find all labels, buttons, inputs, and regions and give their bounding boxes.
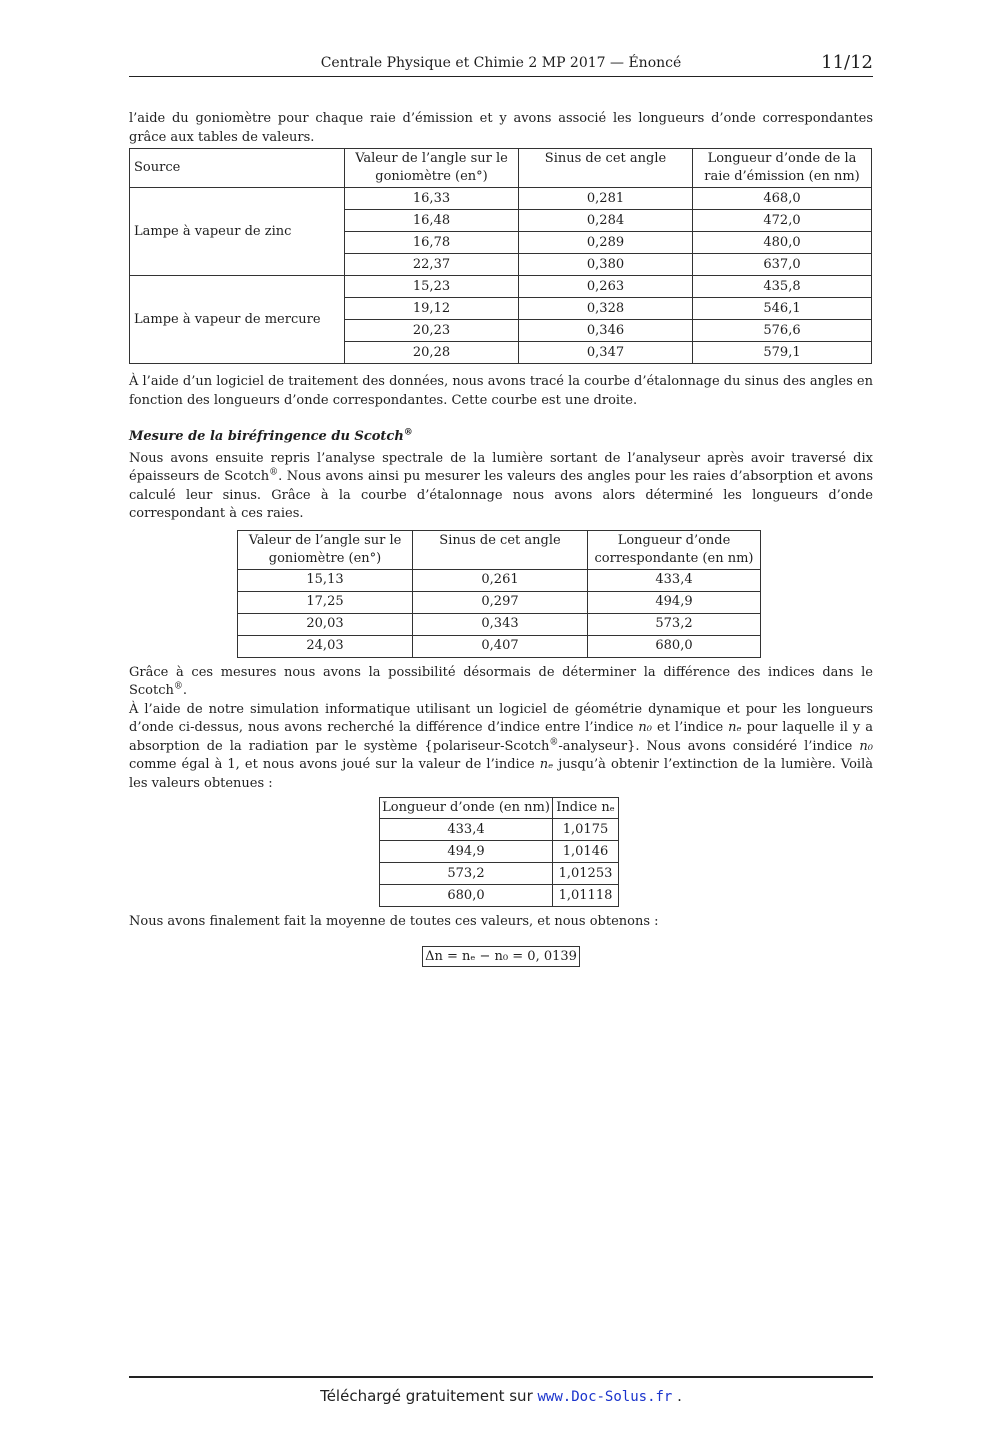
table-cell: 0,297 bbox=[413, 591, 588, 613]
page-header bbox=[129, 52, 873, 77]
table-cell: 1,0175 bbox=[553, 819, 619, 841]
table-cell: 0,289 bbox=[519, 232, 693, 254]
measurement-paragraph: Nous avons ensuite repris l’analyse spectrale de la lumière sortant de l’analyseur après avoir traversé dix épaisseurs de Scotch®. Nous avons ainsi pu mesurer les valeurs des angles pour les raies d’absorption et avons calculé leur sinus. Grâce à la courbe d’étalonnage nous avons alors déterminé les longueurs d’onde correspondant à ces raies. bbox=[129, 450, 874, 521]
source-cell: Lampe à vapeur de mercure bbox=[130, 276, 345, 364]
table-cell: 576,6 bbox=[693, 320, 872, 342]
table-cell: 433,4 bbox=[380, 819, 553, 841]
table-cell: 0,284 bbox=[519, 210, 693, 232]
table-cell: 472,0 bbox=[693, 210, 872, 232]
table-cell: 546,1 bbox=[693, 298, 872, 320]
table-cell: 480,0 bbox=[693, 232, 872, 254]
table-cell: 0,281 bbox=[519, 188, 693, 210]
table-cell: 0,328 bbox=[519, 298, 693, 320]
table-row bbox=[380, 819, 619, 841]
table-cell: 20,03 bbox=[238, 613, 413, 635]
column-header: Longueur d’onde correspondante (en nm) bbox=[588, 530, 761, 569]
table-cell: 0,380 bbox=[519, 254, 693, 276]
table-cell: 1,01253 bbox=[553, 863, 619, 885]
table-row bbox=[238, 591, 761, 613]
table-cell: 579,1 bbox=[693, 342, 872, 364]
table-cell: 17,25 bbox=[238, 591, 413, 613]
column-header: Indice nₑ bbox=[553, 798, 619, 819]
table-cell: 20,23 bbox=[345, 320, 519, 342]
table-cell: 0,263 bbox=[519, 276, 693, 298]
column-header: Longueur d’onde (en nm) bbox=[380, 798, 553, 819]
column-header: Source bbox=[130, 149, 345, 188]
table-cell: 16,48 bbox=[345, 210, 519, 232]
table-row bbox=[380, 841, 619, 863]
table-cell: 468,0 bbox=[693, 188, 872, 210]
table-row bbox=[238, 613, 761, 635]
section-heading: Mesure de la biréfringence du Scotch® bbox=[129, 427, 413, 444]
calibration-paragraph: À l’aide d’un logiciel de traitement des données, nous avons tracé la courbe d’étalonnage du sinus des angles en fonction des longueurs d’onde correspondantes. Cette courbe est une droite. bbox=[129, 374, 873, 408]
table-cell: 16,78 bbox=[345, 232, 519, 254]
result-equation: Δn = nₑ − n₀ = 0, 0139 bbox=[422, 946, 580, 967]
table-row bbox=[380, 863, 619, 885]
table-row bbox=[380, 885, 619, 907]
table-cell: 573,2 bbox=[380, 863, 553, 885]
footer: Téléchargé gratuitement sur www.Doc-Solus.fr . bbox=[320, 1387, 682, 1405]
simulation-paragraph: Grâce à ces mesures nous avons la possibilité désormais de déterminer la différence des indices dans le Scotch®. À l’aide de notre simulation informatique utilisant un logiciel de géométrie dynamique et pour les longueurs d’onde ci-dessus, nous avons recherché la différence d’indice entre l’indice n₀ et l’indice nₑ pour laquelle il y a absorption de la radiation par le système {polariseur-Scotch®-analyseur}. Nous avons considéré l’indice n₀ comme égal à 1, et nous avons joué sur la valeur de l’indice nₑ jusqu’à obtenir l’extinction de la lumière. Voilà les valeurs obtenues : bbox=[129, 664, 873, 791]
table-header-row bbox=[130, 149, 872, 188]
source-cell: Lampe à vapeur de zinc bbox=[130, 188, 345, 276]
equation-block bbox=[129, 946, 873, 967]
table-row bbox=[130, 188, 872, 210]
table-row bbox=[130, 276, 872, 298]
final-paragraph: Nous avons finalement fait la moyenne de toutes ces valeurs, et nous obtenons : bbox=[129, 914, 659, 929]
emission-lines-table bbox=[129, 148, 872, 364]
table-cell: 22,37 bbox=[345, 254, 519, 276]
table-header-row bbox=[238, 530, 761, 569]
table-cell: 0,407 bbox=[413, 635, 588, 657]
table-cell: 0,347 bbox=[519, 342, 693, 364]
table-cell: 1,01118 bbox=[553, 885, 619, 907]
table-cell: 15,23 bbox=[345, 276, 519, 298]
table-cell: 20,28 bbox=[345, 342, 519, 364]
table-cell: 494,9 bbox=[588, 591, 761, 613]
table-row bbox=[238, 569, 761, 591]
table-cell: 433,4 bbox=[588, 569, 761, 591]
column-header: Sinus de cet angle bbox=[519, 149, 693, 188]
table-cell: 680,0 bbox=[588, 635, 761, 657]
index-table bbox=[379, 797, 619, 907]
table-cell: 494,9 bbox=[380, 841, 553, 863]
table-row bbox=[238, 635, 761, 657]
column-header: Valeur de l’angle sur le goniomètre (en°) bbox=[345, 149, 519, 188]
footer-link[interactable]: www.Doc-Solus.fr bbox=[537, 1389, 673, 1405]
table-cell: 0,343 bbox=[413, 613, 588, 635]
intro-paragraph: l’aide du goniomètre pour chaque raie d’émission et y avons associé les longueurs d’onde correspondantes grâce aux tables de valeurs. bbox=[129, 111, 873, 145]
absorption-lines-table bbox=[237, 530, 761, 658]
main-content bbox=[129, 110, 873, 967]
table-cell: 637,0 bbox=[693, 254, 872, 276]
page-number: 11/12 bbox=[821, 52, 873, 73]
table-cell: 573,2 bbox=[588, 613, 761, 635]
footer-rule bbox=[129, 1376, 873, 1378]
document-title: Centrale Physique et Chimie 2 MP 2017 — Énoncé bbox=[320, 55, 682, 71]
footer-text: Téléchargé gratuitement sur bbox=[320, 1387, 538, 1405]
table-cell: 24,03 bbox=[238, 635, 413, 657]
table-cell: 435,8 bbox=[693, 276, 872, 298]
table-cell: 1,0146 bbox=[553, 841, 619, 863]
column-header: Longueur d’onde de la raie d’émission (en nm) bbox=[693, 149, 872, 188]
table-header-row bbox=[380, 798, 619, 819]
table-cell: 19,12 bbox=[345, 298, 519, 320]
table-cell: 0,346 bbox=[519, 320, 693, 342]
table-cell: 16,33 bbox=[345, 188, 519, 210]
table-cell: 15,13 bbox=[238, 569, 413, 591]
table-cell: 680,0 bbox=[380, 885, 553, 907]
table-cell: 0,261 bbox=[413, 569, 588, 591]
column-header: Sinus de cet angle bbox=[413, 530, 588, 569]
column-header: Valeur de l’angle sur le goniomètre (en°) bbox=[238, 530, 413, 569]
